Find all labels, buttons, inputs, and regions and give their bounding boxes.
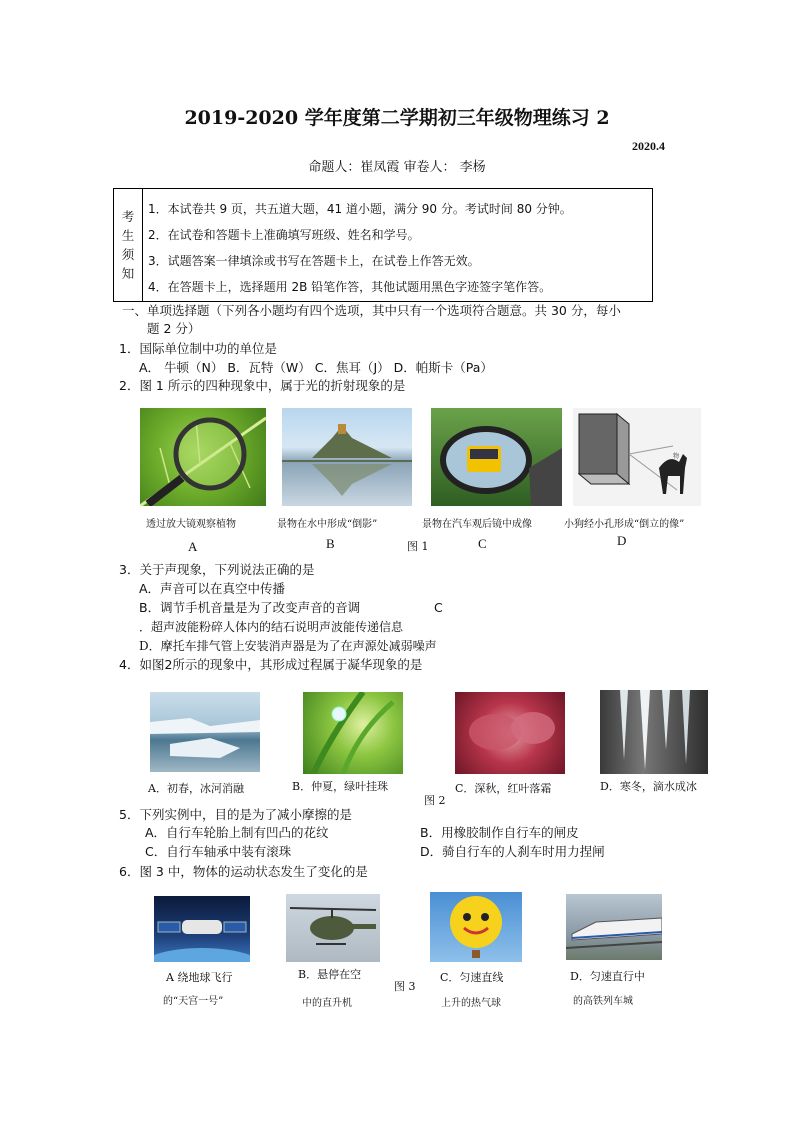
q2-label-c: C bbox=[478, 536, 487, 551]
q5-option-d: D．骑自行车的人刹车时用力捏闸 bbox=[420, 844, 605, 859]
q3-option-b: B．调节手机音量是为了改变声音的音调 bbox=[139, 600, 361, 615]
notice-item: 1．本试卷共 9 页，共五道大题，41 道小题，满分 90 分。考试时间 80 分钟。 bbox=[148, 202, 572, 216]
q6-caption-b1: B．悬停在空 bbox=[298, 968, 362, 981]
frost-icon bbox=[455, 692, 565, 774]
q2-label-a: A bbox=[188, 539, 198, 554]
q6-caption-a2: 的“天宫一号” bbox=[163, 996, 224, 1007]
magnifier-leaf-image bbox=[140, 408, 266, 506]
dew-leaf-image bbox=[303, 692, 403, 774]
q2-caption-d: 小狗经小孔形成“倒立的像” bbox=[564, 519, 685, 530]
notice-item: 2．在试卷和答题卡上准确填写班级、姓名和学号。 bbox=[148, 228, 420, 242]
q4-caption-c: C．深秋，红叶落霜 bbox=[455, 782, 552, 795]
notice-side-char: 生 bbox=[121, 228, 135, 243]
notice-item: 3．试题答案一律填涂或书写在答题卡上，在试卷上作答无效。 bbox=[148, 254, 480, 268]
q2-caption-b: 景物在水中形成“倒影” bbox=[277, 519, 378, 530]
authors-line: 命题人：崔凤霞 审卷人： 李杨 bbox=[308, 160, 486, 175]
notice-item: 4．在答题卡上，选择题用 2B 铅笔作答，其他试题用黑色字迹签字笔作答。 bbox=[148, 280, 552, 294]
q6-caption-d1: D．匀速直行中 bbox=[570, 970, 645, 983]
spacecraft-icon bbox=[154, 896, 250, 962]
q2-caption-a: 透过放大镜观察植物 bbox=[146, 519, 236, 530]
q1-options: A． 牛顿（N） B．瓦特（W） C．焦耳（J） D．帕斯卡（Pa） bbox=[139, 360, 493, 375]
pinhole-dog-icon bbox=[573, 408, 701, 506]
q2-label-d: D bbox=[617, 533, 627, 548]
tiangong-image bbox=[154, 896, 250, 962]
section-heading: 一、单项选择题（下列各小题均有四个选项，其中只有一个选项符合题意。共 30 分，每小 bbox=[122, 303, 621, 318]
q3-option-c: ．超声波能粉碎人体内的结石说明声波能传递信息 bbox=[139, 620, 404, 634]
q2-caption-c: 景物在汽车观后镜中成像 bbox=[422, 519, 532, 530]
ice-river-image bbox=[150, 692, 260, 772]
q6-caption-d2: 的高铁列车城 bbox=[573, 996, 633, 1007]
exam-date: 2020.4 bbox=[632, 139, 665, 153]
side-mirror-icon bbox=[431, 408, 562, 506]
q5-option-a: A．自行车轮胎上制有凹凸的花纹 bbox=[145, 825, 329, 840]
page-title: 2019-2020 学年度第二学期初三年级物理练习 2 bbox=[184, 107, 610, 129]
hot-air-balloon-icon bbox=[430, 892, 522, 962]
ice-icon bbox=[150, 692, 260, 772]
q3-option-c-letter: C bbox=[434, 600, 443, 615]
helicopter-image bbox=[286, 894, 380, 962]
dew-drop-icon bbox=[303, 692, 403, 774]
notice-items bbox=[148, 196, 572, 300]
icicle-icon bbox=[600, 690, 708, 774]
q6-caption-c2: 上升的热气球 bbox=[441, 998, 501, 1009]
q2-stem: 2．图 1 所示的四种现象中，属于光的折射现象的是 bbox=[119, 378, 406, 393]
pinhole-image bbox=[573, 408, 701, 506]
mirror-image bbox=[431, 408, 562, 506]
notice-side-char: 知 bbox=[121, 266, 135, 281]
q5-stem: 5．下列实例中，目的是为了减小摩擦的是 bbox=[119, 807, 352, 822]
q3-option-d: D．摩托车排气管上安装消声器是为了在声源处减弱噪声 bbox=[139, 639, 437, 653]
q3-stem: 3．关于声现象，下列说法正确的是 bbox=[119, 562, 315, 577]
q6-caption-c1: C．匀速直线 bbox=[440, 971, 504, 984]
helicopter-icon bbox=[286, 894, 380, 962]
q5-option-b: B．用橡胶制作自行车的闸皮 bbox=[420, 825, 579, 840]
magnifier-icon bbox=[140, 408, 266, 506]
notice-side-char: 考 bbox=[121, 209, 135, 224]
train-icon bbox=[566, 894, 662, 960]
notice-side-label bbox=[114, 189, 143, 301]
q5-option-c: C．自行车轴承中装有滚珠 bbox=[145, 844, 292, 859]
train-image bbox=[566, 894, 662, 960]
q6-caption-b2: 中的直升机 bbox=[302, 998, 352, 1009]
balloon-image bbox=[430, 892, 522, 962]
icicle-image bbox=[600, 690, 708, 774]
q4-caption-b: B．仲夏，绿叶挂珠 bbox=[292, 780, 389, 793]
frost-leaf-image bbox=[455, 692, 565, 774]
notice-side-char: 须 bbox=[121, 247, 135, 262]
q4-caption-d: D．寒冬，滴水成冰 bbox=[600, 780, 697, 793]
reflection-image bbox=[282, 408, 412, 506]
q6-stem: 6．图 3 中，物体的运动状态发生了变化的是 bbox=[119, 864, 368, 879]
section-heading-cont: 题 2 分） bbox=[147, 321, 201, 336]
figure-2-label: 图 2 bbox=[424, 794, 446, 807]
palace-icon bbox=[282, 408, 412, 506]
figure-3-label: 图 3 bbox=[394, 980, 416, 993]
dog-label: 物 bbox=[673, 453, 680, 460]
q4-stem: 4．如图2所示的现象中，其形成过程属于凝华现象的是 bbox=[119, 657, 423, 672]
q1-stem: 1．国际单位制中功的单位是 bbox=[119, 341, 277, 356]
figure-1-label: 图 1 bbox=[407, 540, 429, 553]
q2-label-b: B bbox=[326, 536, 335, 551]
q6-caption-a1: A 绕地球飞行 bbox=[166, 971, 233, 984]
q4-caption-a: A．初春，冰河消融 bbox=[148, 782, 244, 795]
notice-box bbox=[113, 188, 653, 302]
q3-option-a: A．声音可以在真空中传播 bbox=[139, 581, 286, 596]
